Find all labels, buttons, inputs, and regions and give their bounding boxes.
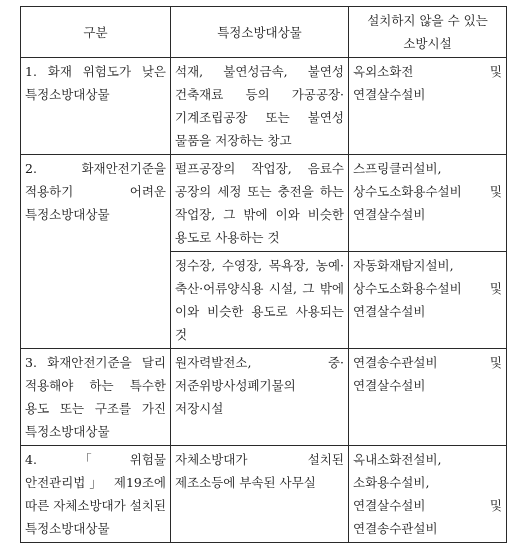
facilities-cell: 옥외소화전 및 연결살수설비 bbox=[349, 58, 507, 155]
facilities-cell: 자동화재탐지설비, 상수도소화용수설비 및 연결살수설비 bbox=[349, 252, 507, 349]
table-row bbox=[21, 349, 507, 446]
facilities-cell: 스프링클러설비, 상수도소화용수설비 및 연결살수설비 bbox=[349, 155, 507, 252]
target-cell: 원자력발전소, 중·저준위방사성폐기물의 저장시설 bbox=[171, 349, 349, 446]
target-cell: 정수장, 수영장, 목욕장, 농예·축산·어류양식용 시설, 그 밖에 이와 비슷한 용도로 사용되는 것 bbox=[171, 252, 349, 349]
header-category: 구분 bbox=[21, 7, 171, 58]
target-cell: 석재, 불연성금속, 불연성 건축재료 등의 가공공장·기계조립공장 또는 불연성 물품을 저장하는 창고 bbox=[171, 58, 349, 155]
fire-facility-exemption-table bbox=[20, 6, 507, 543]
category-cell: 1. 화재 위험도가 낮은 특정소방대상물 bbox=[21, 58, 171, 155]
category-cell: 4. 「위험물 안전관리법」 제19조에 따른 자체소방대가 설치된 특정소방대상물 bbox=[21, 446, 171, 543]
facilities-cell: 연결송수관설비 및 연결살수설비 bbox=[349, 349, 507, 446]
table-row bbox=[21, 58, 507, 155]
table-row bbox=[21, 155, 507, 252]
table-header-row bbox=[21, 7, 507, 58]
category-cell: 2. 화재안전기준을 적용하기 어려운 특정소방대상물 bbox=[21, 155, 171, 349]
header-facilities: 설치하지 않을 수 있는 소방시설 bbox=[349, 7, 507, 58]
category-cell: 3. 화재안전기준을 달리 적용해야 하는 특수한 용도 또는 구조를 가진 특정소방대상물 bbox=[21, 349, 171, 446]
table-row bbox=[21, 446, 507, 543]
target-cell: 자체소방대가 설치된 제조소등에 부속된 사무실 bbox=[171, 446, 349, 543]
header-target: 특정소방대상물 bbox=[171, 7, 349, 58]
facilities-cell: 옥내소화전설비, 소화용수설비, 연결살수설비 및 연결송수관설비 bbox=[349, 446, 507, 543]
target-cell: 펄프공장의 작업장, 음료수 공장의 세정 또는 충전을 하는 작업장, 그 밖에 이와 비슷한 용도로 사용하는 것 bbox=[171, 155, 349, 252]
